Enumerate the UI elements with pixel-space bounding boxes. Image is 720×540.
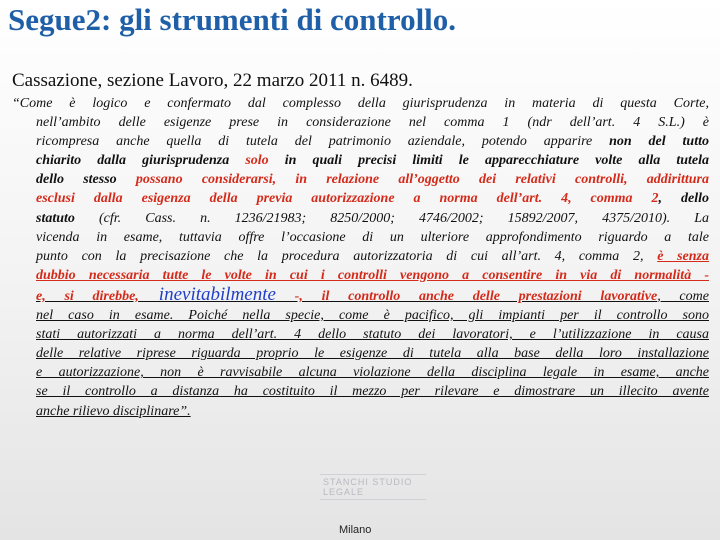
slide-title: Segue2: gli strumenti di controllo.	[8, 2, 457, 37]
quote-line	[12, 209, 709, 228]
quote-bold: in quali precisi limiti le apparecchiature volte alla tutela	[268, 153, 709, 169]
quote-text: stati autorizzati a norma dell’art. 4 dello statuto dei lavoratori, e l’utilizzazione in causa	[36, 327, 709, 343]
quote-highlight: e, si direbbe,	[36, 288, 139, 304]
quote-bold: statuto	[36, 210, 75, 226]
quote-line	[12, 344, 709, 363]
quote-line	[12, 170, 709, 189]
quote-line	[12, 113, 709, 132]
quote-highlight: dubbio necessaria tutte le volte in cui i controlli vengono a consentire in via di normalità -	[36, 267, 709, 283]
quote-text: anche rilievo disciplinare”.	[36, 403, 191, 419]
quote-bold: , dello	[658, 191, 709, 207]
quote-text: nel caso in esame. Poiché nella specie, come è pacifico, gli impianti per il controllo sono	[36, 308, 709, 324]
quote-line	[12, 285, 709, 306]
quote-highlight: solo	[245, 153, 269, 169]
slide-subtitle: Cassazione, sezione Lavoro, 22 marzo 2011 n. 6489.	[12, 70, 413, 91]
quote-line	[12, 382, 709, 401]
quote-line	[12, 151, 709, 170]
logo-text: STANCHI STUDIO LEGALE	[320, 474, 426, 500]
quote-text: punto con la precisazione che la procedura autorizzatoria di cui all’art. 4, comma 2,	[36, 248, 658, 264]
quote-line	[12, 363, 709, 382]
quote-line	[12, 306, 709, 325]
quote-line	[12, 402, 709, 421]
footer-city: Milano	[339, 524, 372, 536]
quote-text: ricompresa anche quella di tutela del patrimonio aziendale, potendo apparire	[36, 134, 610, 150]
quote-text: e autorizzazione, non è ravvisabile alcuna violazione della disciplina legale in esame, anche	[36, 365, 709, 381]
quote-text: , come	[657, 288, 709, 304]
quote-text: vicenda in esame, tuttavia offre l’occasione di un ulteriore approfondimento riguardo a tale	[36, 229, 709, 245]
quote-emphasis: inevitabilmente	[138, 283, 276, 305]
quote-highlight: possano considerarsi, in relazione all’oggetto dei relativi controlli, addirittura	[135, 172, 709, 188]
quote-line	[12, 266, 709, 285]
quote-bold: chiarito dalla giurisprudenza	[36, 153, 246, 169]
quote-bold: non del tutto	[609, 134, 709, 150]
quote-text: (cfr. Cass. n. 1236/21983; 8250/2000; 4746/2002; 15892/2007, 4375/2010). La	[74, 210, 709, 226]
quote-text: delle relative riprese riguarda proprio le esigenze di tutela alla base della loro installazione	[36, 346, 709, 362]
quote-line	[12, 189, 709, 208]
quote-paragraph	[12, 94, 709, 421]
quote-line	[12, 132, 709, 151]
quote-highlight: -, il controllo anche delle prestazioni lavorative	[275, 288, 658, 304]
firm-logo	[320, 452, 426, 522]
quote-line	[12, 325, 709, 344]
quote-text: se il controllo a distanza ha costituito il mezzo per rilevare e dimostrare un illecito avente	[36, 384, 709, 400]
quote-line	[12, 247, 709, 266]
quote-line	[12, 94, 709, 113]
quote-text: “Come è logico e confermato dal complesso della giurisprudenza in materia di questa Corte,	[12, 96, 709, 111]
quote-bold: dello stesso	[36, 172, 136, 188]
quote-highlight: è senza	[657, 248, 709, 264]
quote-highlight: esclusi dalla esigenza della previa autorizzazione a norma dell’art. 4, comma 2	[36, 191, 659, 207]
quote-text: nell’ambito delle esigenze prese in considerazione nel comma 1 (ndr dell’art. 4 S.L.) è	[36, 115, 709, 131]
quote-line	[12, 228, 709, 247]
